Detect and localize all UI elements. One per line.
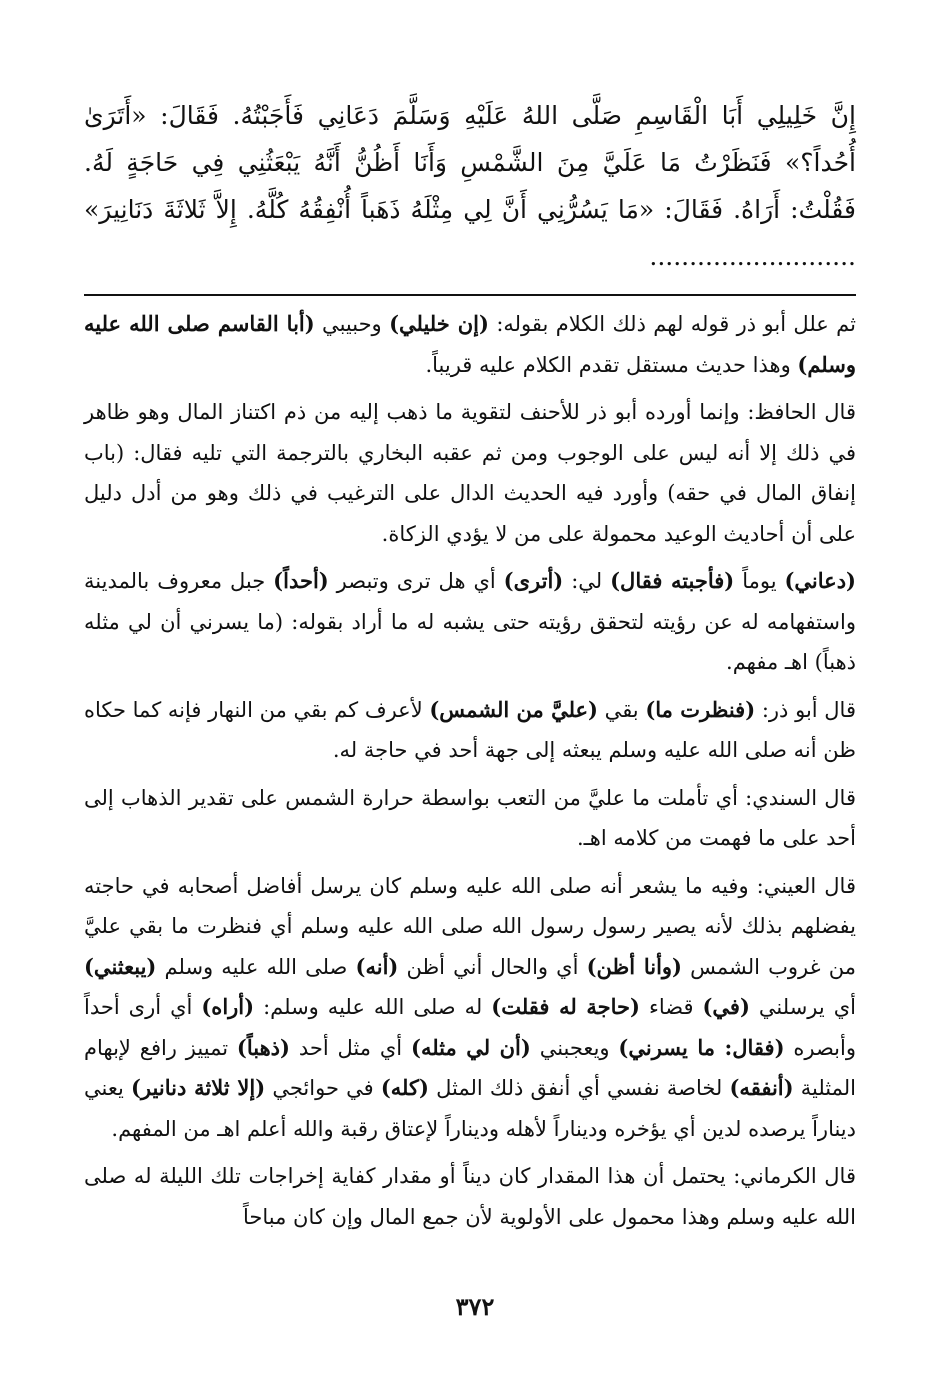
- commentary-text: جبل معروف بالمدينة واستفهامه له عن رؤيته لتحقق رؤيته حتى يشبه له ما أراد بقوله: (ما يسرني أن لي مثله ذهباً) اهـ مفهم.: [84, 569, 856, 674]
- commentary-paragraph: [84, 304, 856, 385]
- separator-rule: [84, 294, 856, 296]
- quoted-term: (ذهباً): [236, 1034, 290, 1060]
- quoted-term: (فأجبته فقال): [610, 568, 735, 593]
- commentary-text: تمييز رافع لإبهام المثلية: [84, 1035, 857, 1100]
- commentary-paragraph: [84, 1156, 856, 1237]
- quoted-term: (أنفقه): [729, 1075, 794, 1100]
- quoted-term: (في): [702, 994, 750, 1019]
- quoted-term: (إن خليلي): [389, 311, 489, 336]
- commentary-text: أي هل ترى وتبصر: [328, 569, 504, 593]
- commentary-text: يعني ديناراً يرصده لدين أي يؤخره وديناراً لأهله وديناراً لإعتاق رقبة والله أعلم اهـ من المفهم.: [84, 1076, 856, 1141]
- quoted-term: (يبعثني): [84, 953, 157, 979]
- quoted-term: (أراه): [201, 994, 255, 1019]
- commentary-text: بقي: [598, 697, 646, 722]
- quoted-term: (أن لي مثله): [411, 1034, 531, 1060]
- commentary-text: قال السندي: أي تأملت ما عليَّ من التعب بواسطة حرارة الشمس على تقدير الذهاب إلى أحد على ما فهمت من كلامه اهـ.: [84, 785, 856, 850]
- commentary-text: ثم علل أبو ذر قوله لهم ذلك الكلام بقوله:: [488, 312, 856, 336]
- quoted-term: (وأنا أظن): [586, 953, 682, 979]
- commentary-section: [84, 304, 856, 1237]
- commentary-text: قال الكرماني: يحتمل أن هذا المقدار كان ديناً أو مقدار كفاية إخراجات تلك الليلة له صلى الله عليه وسلم وهذا محمول على الأولوية لأن جمع المال وإن كان مباحاً: [84, 1164, 856, 1229]
- commentary-text: ويعجبني: [530, 1035, 619, 1060]
- quoted-term: (فقال: ما يسرني): [618, 1034, 785, 1060]
- commentary-text: يوماً: [734, 569, 785, 593]
- quoted-term: (فنظرت ما): [645, 696, 756, 722]
- commentary-text: قال الحافظ: وإنما أورده أبو ذر للأحنف لتقوية ما ذهب إليه من ذم اكتناز المال وهو ظاهر في ذلك إلا أنه ليس على الوجوب ومن ثم عقبه البخاري بالترجمة التي تليه فقال: (باب إنفاق المال في حقه) وأورد فيه الحديث الدال على الترغيب في ذلك وهو من أدل دليل على أن أحاديث الوعيد محمولة على من لا يؤدي الزكاة.: [84, 400, 856, 546]
- commentary-paragraph: [84, 561, 856, 683]
- commentary-paragraph: [84, 866, 856, 1150]
- hadith-text: إِنَّ خَلِيلِي أَبَا الْقَاسِمِ صَلَّى اللهُ عَلَيْهِ وَسَلَّمَ دَعَانِي فَأَجَبْتُهُ. فَقَالَ: «أَتَرَىٰ أُحُداً؟» فَنَظَرْتُ مَا عَلَيَّ مِنَ الشَّمْسِ وَأَنَا أَظُنُّ أَنَّهُ يَبْعَثُنِي فِي حَاجَةٍ لَهُ. فَقُلْتُ: أَرَاهُ. فَقَالَ: «مَا يَسُرُّنِي أَنَّ لِي مِثْلَهُ ذَهَباً أُنْفِقُهُ كُلَّهُ. إِلاَّ ثَلاثَةَ دَنَانِيرَ» ..........................: [84, 101, 856, 271]
- page-number: ٣٧٢: [455, 1292, 495, 1321]
- commentary-text: لخاصة نفسي أي أنفق ذلك المثل: [428, 1076, 730, 1100]
- commentary-text: وهذا حديث مستقل تقدم الكلام عليه قريباً.: [425, 352, 798, 377]
- quoted-term: (أنه): [355, 953, 399, 979]
- commentary-text: لي:: [563, 569, 611, 593]
- commentary-text: قال أبو ذر:: [755, 697, 856, 722]
- commentary-text: في حوائجي: [265, 1076, 381, 1100]
- commentary-text: أي والحال أني أظن: [398, 954, 587, 979]
- quoted-term: (عليَّ من الشمس): [429, 696, 598, 722]
- commentary-text: أي يرسلني: [749, 995, 857, 1019]
- quoted-term: (كله): [380, 1075, 429, 1100]
- commentary-paragraph: [84, 690, 856, 771]
- commentary-text: صلى الله عليه وسلم: [156, 954, 356, 979]
- commentary-text: قضاء: [639, 995, 703, 1019]
- commentary-paragraph: [84, 392, 856, 554]
- quoted-term: (دعاني): [784, 568, 856, 593]
- quoted-term: (إلا ثلاثة دنانير): [131, 1075, 266, 1100]
- commentary-paragraph: [84, 778, 856, 859]
- quoted-term: (أحداً): [273, 568, 329, 593]
- quoted-term: (أبا القاسم صلى الله عليه وسلم): [84, 311, 856, 377]
- commentary-text: قال العيني: وفيه ما يشعر أنه صلى الله عليه وسلم كان يرسل أفاضل أصحابه في حاجته يفضلهم بذلك لأنه يصير رسول رسول الله صلى الله عليه وسلم أي فنظرت ما بقي عليَّ من غروب الشمس: [84, 873, 856, 979]
- commentary-text: وحبيبي: [314, 312, 390, 336]
- page-body: [84, 92, 856, 1244]
- commentary-text: لأعرف كم بقي من النهار فإنه كما حكاه ظن أنه صلى الله عليه وسلم يبعثه إلى جهة أحد في حاجة له.: [84, 697, 856, 762]
- quoted-term: (أترى): [503, 568, 564, 593]
- commentary-text: له صلى الله عليه وسلم:: [254, 995, 492, 1019]
- quoted-term: (حاجة له فقلت): [491, 994, 640, 1019]
- commentary-text: أي أرى أحداً وأبصره: [84, 995, 856, 1060]
- commentary-text: أي مثل أحد: [289, 1035, 412, 1060]
